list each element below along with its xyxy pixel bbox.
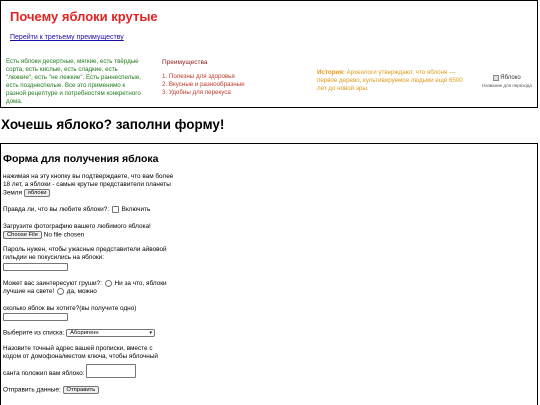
advantages-block xyxy=(162,59,282,96)
advantage-item: 2. Вкусные и разнообразные xyxy=(162,81,245,88)
select-row xyxy=(3,329,155,338)
logo-alt-text: Яблоко xyxy=(500,75,521,81)
advantage-item: 1. Полезны для здоровья xyxy=(162,73,235,80)
select-prompt: Выберите из списка: xyxy=(3,329,65,337)
love-question: Правда ли, что вы любите яблоки?: xyxy=(3,206,110,214)
pears-radio-no[interactable] xyxy=(105,280,112,287)
pears-row xyxy=(3,280,179,297)
chevron-down-icon: ▾ xyxy=(149,330,153,336)
select-value: Аборигенн xyxy=(70,330,99,336)
address-prompt-line-3: санта положил вам яблоко: xyxy=(3,370,85,378)
history-text: Археологи утверждают, что яблоня — первое дерево, культивируемое людьми ещё 6500 лет до новой эры. xyxy=(317,69,463,92)
button-intro xyxy=(3,173,175,198)
address-prompt-line-2: кодом от домофона/местом ключа, чтобы яблочный xyxy=(3,353,158,361)
love-question-row xyxy=(3,206,150,214)
submit-prompt: Отправить данные: xyxy=(3,386,61,394)
page-title: Почему яблоки крутые xyxy=(10,9,158,24)
address-row xyxy=(3,345,179,378)
love-checkbox[interactable] xyxy=(112,206,119,213)
varieties-paragraph: Есть яблоки десертные, мягкие, есть твёрдые сорта, есть кислые, есть сладкие, есть "лежкие", есть "не лежкие". Есть раннеспелые, есть позднеспелые. Все это применимо к разной рецептуре и потребностям конкретного дома. xyxy=(6,58,141,105)
submit-row xyxy=(3,386,99,395)
pears-radio-yes[interactable] xyxy=(57,288,64,295)
apples-button[interactable]: яблоки xyxy=(24,189,51,197)
advantages-title: Преимущества xyxy=(162,59,208,66)
form-cta-heading: Хочешь яблоко? заполни форму! xyxy=(1,117,225,132)
advantages-list xyxy=(162,73,245,97)
advantage-item: 3. Удобны для перекуса xyxy=(162,89,231,96)
broken-image-icon xyxy=(493,75,499,81)
address-textarea[interactable] xyxy=(86,364,136,378)
pears-question: Может вас заинтересуют груши?: xyxy=(3,280,102,288)
history-paragraph xyxy=(317,69,465,93)
logo-caption: Название для перехода xyxy=(482,83,532,88)
photo-prompt: Загрузите фотографию вашего любимого яблока! xyxy=(3,223,151,230)
choose-file-button[interactable]: Choose File xyxy=(3,231,42,239)
logo-alt xyxy=(477,75,537,81)
pears-option-yes: да, можно xyxy=(66,288,97,296)
pears-option-no: Ни за что, яблоки лучшие на свете! xyxy=(3,280,167,296)
history-label: История: xyxy=(317,69,345,76)
file-status: No file chosen xyxy=(43,231,85,239)
button-intro-text: нажимая на эту кнопку вы подтверждаете, что вам более 18 лет, а яблоки - самые крутые представители планеты Земля xyxy=(3,173,174,198)
love-checkbox-label: Включить xyxy=(121,206,151,214)
count-prompt: сколько яблок вы хотите?(вы получите одно) xyxy=(3,305,137,312)
submit-button[interactable]: Отправить xyxy=(63,386,100,394)
password-prompt: Пароль нужен, чтобы ужасные представители айвовой гильдии не покусились на яблоки: xyxy=(3,246,167,262)
variety-select[interactable] xyxy=(66,329,155,337)
address-prompt-line-1: Назовите точный адрес вашей прописки, вместе с xyxy=(3,345,153,352)
count-input[interactable] xyxy=(3,313,68,321)
apple-logo[interactable] xyxy=(477,75,537,88)
file-row xyxy=(3,231,84,240)
header-section xyxy=(0,0,538,108)
form-title: Форма для получения яблока xyxy=(3,153,159,165)
apple-form xyxy=(0,143,538,405)
password-input[interactable] xyxy=(3,263,68,271)
third-advantage-link[interactable]: Перейти к третьему преимуществу xyxy=(10,34,124,41)
